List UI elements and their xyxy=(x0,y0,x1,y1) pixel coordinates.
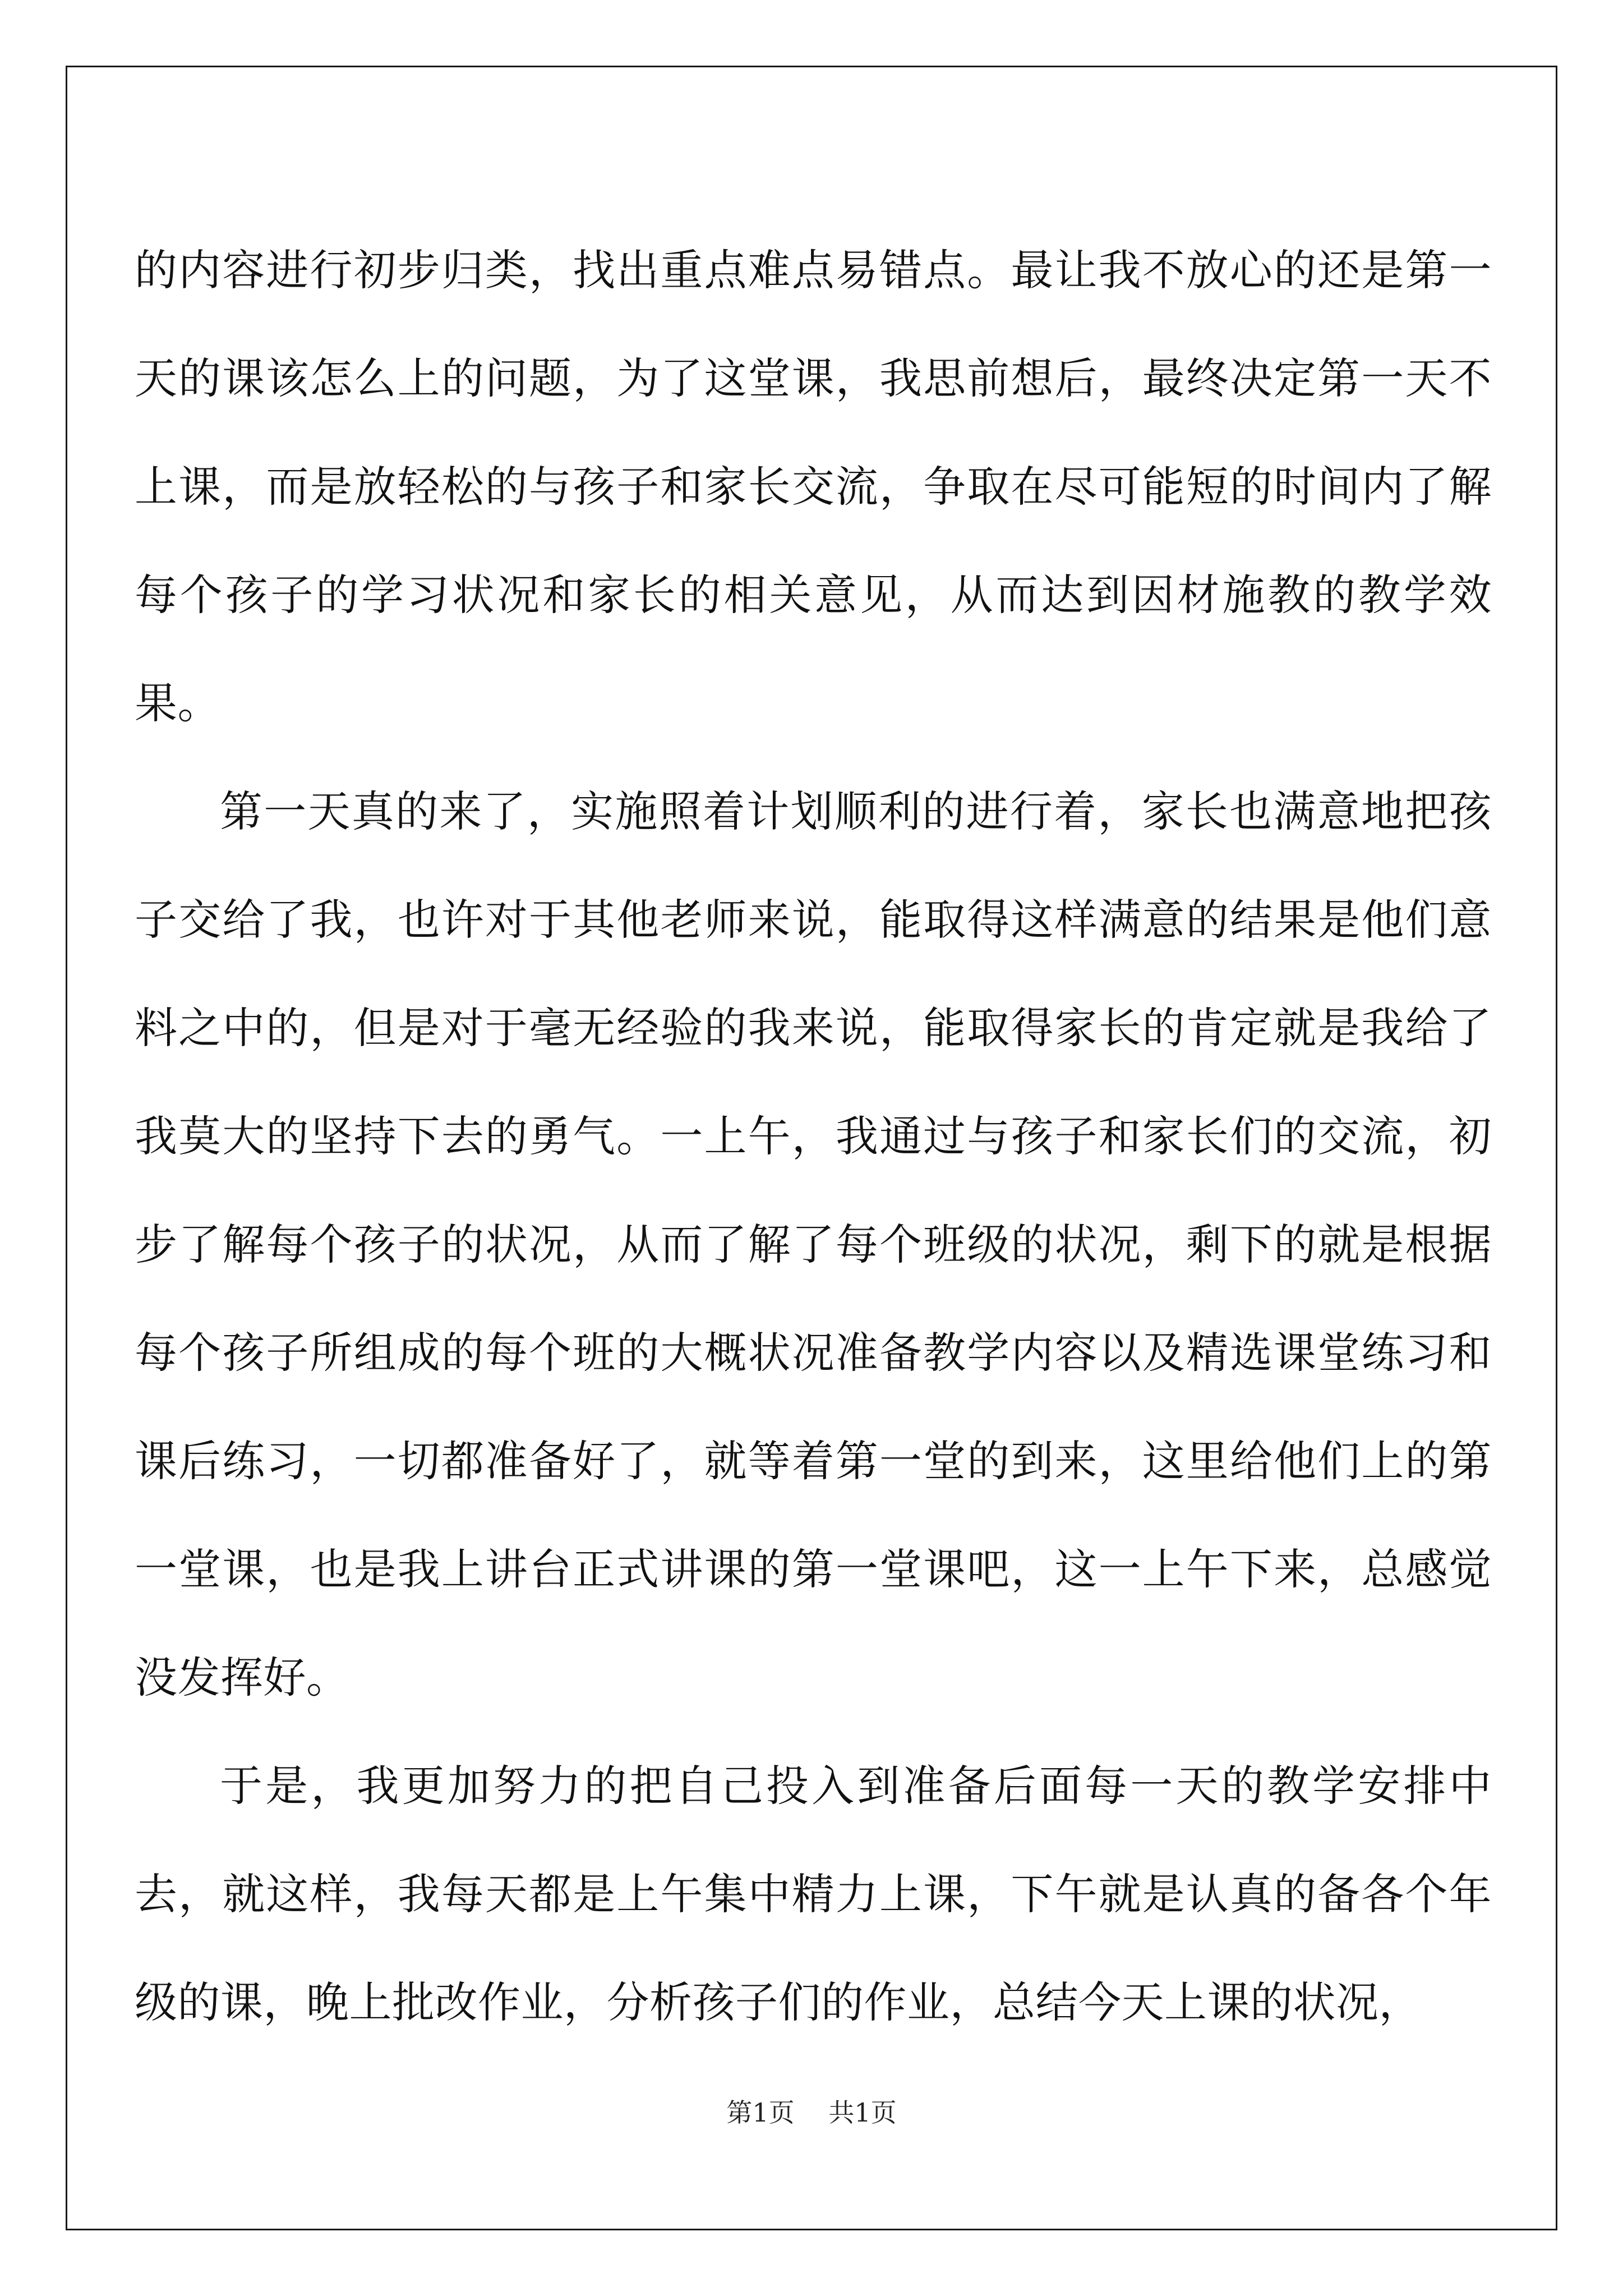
page-number: 第1页 xyxy=(726,2097,795,2128)
paragraph-2: 第一天真的来了，实施照着计划顺利的进行着，家长也满意地把孩子交给了我，也许对于其他老师来说，能取得这样满意的结果是他们意料之中的，但是对于毫无经验的我来说，能取得家长的肯定就是我给了我莫大的坚持下去的勇气。一上午，我通过与孩子和家长们的交流，初步了解每个孩子的状况，从而了解了每个班级的状况，剩下的就是根据每个孩子所组成的每个班的大概状况准备教学内容以及精选课堂练习和课后练习，一切都准备好了，就等着第一堂的到来，这里给他们上的第一堂课，也是我上讲台正式讲课的第一堂课吧，这一上午下来，总感觉没发挥好。 xyxy=(135,786,1492,1703)
paragraph-1: 的内容进行初步归类，找出重点难点易错点。最让我不放心的还是第一天的课该怎么上的问题，为了这堂课，我思前想后，最终决定第一天不上课，而是放轻松的与孩子和家长交流，争取在尽可能短的时间内了解每个孩子的学习状况和家长的相关意见，从而达到因材施教的教学效果。 xyxy=(135,245,1492,728)
paragraph-3: 于是，我更加努力的把自己投入到准备后面每一天的教学安排中去，就这样，我每天都是上午集中精力上课，下午就是认真的备各个年级的课，晚上批改作业，分析孩子们的作业，总结今天上课的状况， xyxy=(135,1761,1492,2027)
page-total: 共1页 xyxy=(828,2097,897,2128)
document-body xyxy=(135,216,1492,2056)
page-footer xyxy=(0,2092,1623,2129)
